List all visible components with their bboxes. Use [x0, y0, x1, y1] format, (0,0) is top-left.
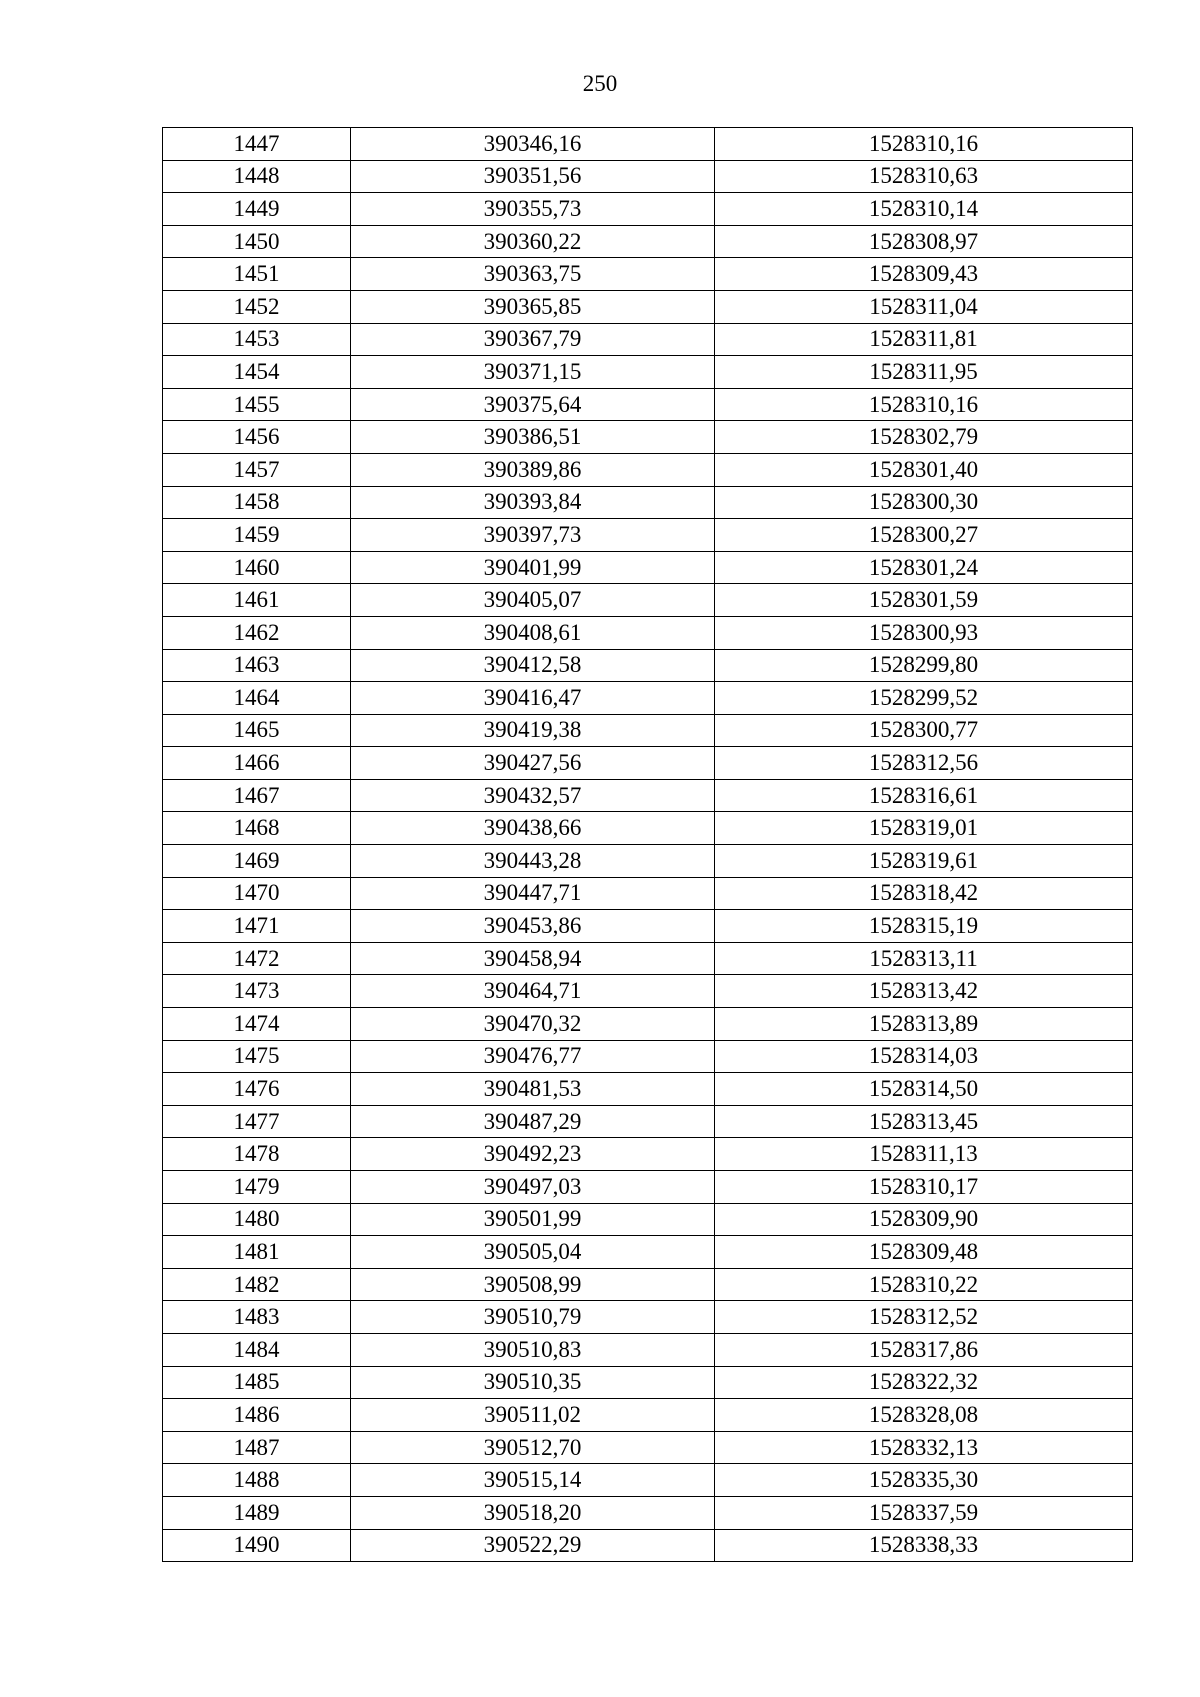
- y-coordinate-cell: 1528316,61: [715, 779, 1133, 812]
- x-coordinate-cell: 390375,64: [351, 388, 715, 421]
- x-coordinate-cell: 390443,28: [351, 845, 715, 878]
- table-row: [163, 779, 1133, 812]
- point-number-cell: 1447: [163, 128, 351, 161]
- y-coordinate-cell: 1528299,52: [715, 682, 1133, 715]
- y-coordinate-cell: 1528319,61: [715, 845, 1133, 878]
- table-row: [163, 1366, 1133, 1399]
- point-number-cell: 1457: [163, 453, 351, 486]
- table-row: [163, 845, 1133, 878]
- table-row: [163, 1008, 1133, 1041]
- point-number-cell: 1466: [163, 747, 351, 780]
- x-coordinate-cell: 390512,70: [351, 1431, 715, 1464]
- y-coordinate-cell: 1528315,19: [715, 910, 1133, 943]
- y-coordinate-cell: 1528310,14: [715, 193, 1133, 226]
- point-number-cell: 1454: [163, 356, 351, 389]
- y-coordinate-cell: 1528311,04: [715, 290, 1133, 323]
- table-row: [163, 682, 1133, 715]
- x-coordinate-cell: 390505,04: [351, 1236, 715, 1269]
- y-coordinate-cell: 1528318,42: [715, 877, 1133, 910]
- point-number-cell: 1482: [163, 1268, 351, 1301]
- x-coordinate-cell: 390371,15: [351, 356, 715, 389]
- point-number-cell: 1449: [163, 193, 351, 226]
- x-coordinate-cell: 390432,57: [351, 779, 715, 812]
- table-row: [163, 453, 1133, 486]
- point-number-cell: 1469: [163, 845, 351, 878]
- x-coordinate-cell: 390401,99: [351, 551, 715, 584]
- point-number-cell: 1476: [163, 1073, 351, 1106]
- x-coordinate-cell: 390438,66: [351, 812, 715, 845]
- y-coordinate-cell: 1528300,27: [715, 519, 1133, 552]
- point-number-cell: 1453: [163, 323, 351, 356]
- table-row: [163, 551, 1133, 584]
- x-coordinate-cell: 390497,03: [351, 1171, 715, 1204]
- table-row: [163, 323, 1133, 356]
- table-row: [163, 1333, 1133, 1366]
- y-coordinate-cell: 1528309,90: [715, 1203, 1133, 1236]
- y-coordinate-cell: 1528310,16: [715, 128, 1133, 161]
- table-row: [163, 649, 1133, 682]
- table-row: [163, 1203, 1133, 1236]
- point-number-cell: 1477: [163, 1105, 351, 1138]
- table-row: [163, 1138, 1133, 1171]
- table-row: [163, 290, 1133, 323]
- y-coordinate-cell: 1528310,17: [715, 1171, 1133, 1204]
- x-coordinate-cell: 390412,58: [351, 649, 715, 682]
- point-number-cell: 1468: [163, 812, 351, 845]
- x-coordinate-cell: 390518,20: [351, 1496, 715, 1529]
- x-coordinate-cell: 390405,07: [351, 584, 715, 617]
- point-number-cell: 1464: [163, 682, 351, 715]
- x-coordinate-cell: 390367,79: [351, 323, 715, 356]
- point-number-cell: 1479: [163, 1171, 351, 1204]
- point-number-cell: 1460: [163, 551, 351, 584]
- y-coordinate-cell: 1528313,11: [715, 942, 1133, 975]
- x-coordinate-cell: 390492,23: [351, 1138, 715, 1171]
- point-number-cell: 1458: [163, 486, 351, 519]
- x-coordinate-cell: 390363,75: [351, 258, 715, 291]
- y-coordinate-cell: 1528310,63: [715, 160, 1133, 193]
- y-coordinate-cell: 1528299,80: [715, 649, 1133, 682]
- y-coordinate-cell: 1528312,52: [715, 1301, 1133, 1334]
- point-number-cell: 1473: [163, 975, 351, 1008]
- point-number-cell: 1490: [163, 1529, 351, 1562]
- x-coordinate-cell: 390515,14: [351, 1464, 715, 1497]
- y-coordinate-cell: 1528337,59: [715, 1496, 1133, 1529]
- point-number-cell: 1452: [163, 290, 351, 323]
- x-coordinate-cell: 390408,61: [351, 616, 715, 649]
- table-row: [163, 193, 1133, 226]
- y-coordinate-cell: 1528310,16: [715, 388, 1133, 421]
- table-row: [163, 1171, 1133, 1204]
- x-coordinate-cell: 390416,47: [351, 682, 715, 715]
- x-coordinate-cell: 390453,86: [351, 910, 715, 943]
- y-coordinate-cell: 1528314,03: [715, 1040, 1133, 1073]
- point-number-cell: 1486: [163, 1399, 351, 1432]
- point-number-cell: 1483: [163, 1301, 351, 1334]
- point-number-cell: 1471: [163, 910, 351, 943]
- table-row: [163, 910, 1133, 943]
- table-row: [163, 519, 1133, 552]
- point-number-cell: 1478: [163, 1138, 351, 1171]
- y-coordinate-cell: 1528308,97: [715, 225, 1133, 258]
- table-row: [163, 1105, 1133, 1138]
- point-number-cell: 1462: [163, 616, 351, 649]
- y-coordinate-cell: 1528300,77: [715, 714, 1133, 747]
- y-coordinate-cell: 1528314,50: [715, 1073, 1133, 1106]
- point-number-cell: 1459: [163, 519, 351, 552]
- table-row: [163, 1301, 1133, 1334]
- table-row: [163, 356, 1133, 389]
- point-number-cell: 1488: [163, 1464, 351, 1497]
- y-coordinate-cell: 1528335,30: [715, 1464, 1133, 1497]
- y-coordinate-cell: 1528313,45: [715, 1105, 1133, 1138]
- table-row: [163, 747, 1133, 780]
- table-row: [163, 258, 1133, 291]
- y-coordinate-cell: 1528319,01: [715, 812, 1133, 845]
- x-coordinate-cell: 390464,71: [351, 975, 715, 1008]
- y-coordinate-cell: 1528301,40: [715, 453, 1133, 486]
- point-number-cell: 1487: [163, 1431, 351, 1464]
- y-coordinate-cell: 1528322,32: [715, 1366, 1133, 1399]
- table-row: [163, 877, 1133, 910]
- table-row: [163, 1496, 1133, 1529]
- x-coordinate-cell: 390360,22: [351, 225, 715, 258]
- coordinates-table: [162, 127, 1133, 1562]
- y-coordinate-cell: 1528309,48: [715, 1236, 1133, 1269]
- y-coordinate-cell: 1528302,79: [715, 421, 1133, 454]
- point-number-cell: 1485: [163, 1366, 351, 1399]
- y-coordinate-cell: 1528300,93: [715, 616, 1133, 649]
- table-row: [163, 616, 1133, 649]
- x-coordinate-cell: 390487,29: [351, 1105, 715, 1138]
- point-number-cell: 1451: [163, 258, 351, 291]
- table-row: [163, 388, 1133, 421]
- point-number-cell: 1461: [163, 584, 351, 617]
- point-number-cell: 1455: [163, 388, 351, 421]
- table-row: [163, 1431, 1133, 1464]
- x-coordinate-cell: 390458,94: [351, 942, 715, 975]
- point-number-cell: 1448: [163, 160, 351, 193]
- x-coordinate-cell: 390389,86: [351, 453, 715, 486]
- table-row: [163, 1040, 1133, 1073]
- x-coordinate-cell: 390508,99: [351, 1268, 715, 1301]
- point-number-cell: 1450: [163, 225, 351, 258]
- x-coordinate-cell: 390419,38: [351, 714, 715, 747]
- x-coordinate-cell: 390397,73: [351, 519, 715, 552]
- y-coordinate-cell: 1528328,08: [715, 1399, 1133, 1432]
- table-row: [163, 714, 1133, 747]
- x-coordinate-cell: 390393,84: [351, 486, 715, 519]
- x-coordinate-cell: 390511,02: [351, 1399, 715, 1432]
- y-coordinate-cell: 1528311,81: [715, 323, 1133, 356]
- y-coordinate-cell: 1528311,95: [715, 356, 1133, 389]
- x-coordinate-cell: 390476,77: [351, 1040, 715, 1073]
- table-row: [163, 975, 1133, 1008]
- point-number-cell: 1484: [163, 1333, 351, 1366]
- x-coordinate-cell: 390346,16: [351, 128, 715, 161]
- point-number-cell: 1456: [163, 421, 351, 454]
- table-row: [163, 1073, 1133, 1106]
- point-number-cell: 1481: [163, 1236, 351, 1269]
- x-coordinate-cell: 390351,56: [351, 160, 715, 193]
- table-row: [163, 225, 1133, 258]
- x-coordinate-cell: 390365,85: [351, 290, 715, 323]
- point-number-cell: 1474: [163, 1008, 351, 1041]
- y-coordinate-cell: 1528300,30: [715, 486, 1133, 519]
- table-row: [163, 812, 1133, 845]
- x-coordinate-cell: 390510,35: [351, 1366, 715, 1399]
- x-coordinate-cell: 390510,79: [351, 1301, 715, 1334]
- table-row: [163, 486, 1133, 519]
- x-coordinate-cell: 390427,56: [351, 747, 715, 780]
- x-coordinate-cell: 390510,83: [351, 1333, 715, 1366]
- point-number-cell: 1489: [163, 1496, 351, 1529]
- table-row: [163, 942, 1133, 975]
- y-coordinate-cell: 1528310,22: [715, 1268, 1133, 1301]
- x-coordinate-cell: 390447,71: [351, 877, 715, 910]
- table-row: [163, 421, 1133, 454]
- x-coordinate-cell: 390522,29: [351, 1529, 715, 1562]
- y-coordinate-cell: 1528313,42: [715, 975, 1133, 1008]
- y-coordinate-cell: 1528301,24: [715, 551, 1133, 584]
- table-row: [163, 584, 1133, 617]
- y-coordinate-cell: 1528309,43: [715, 258, 1133, 291]
- x-coordinate-cell: 390501,99: [351, 1203, 715, 1236]
- point-number-cell: 1467: [163, 779, 351, 812]
- x-coordinate-cell: 390481,53: [351, 1073, 715, 1106]
- table-row: [163, 1236, 1133, 1269]
- page-number: 250: [582, 71, 618, 96]
- table-row: [163, 160, 1133, 193]
- y-coordinate-cell: 1528312,56: [715, 747, 1133, 780]
- y-coordinate-cell: 1528313,89: [715, 1008, 1133, 1041]
- point-number-cell: 1465: [163, 714, 351, 747]
- point-number-cell: 1470: [163, 877, 351, 910]
- x-coordinate-cell: 390470,32: [351, 1008, 715, 1041]
- table-row: [163, 1268, 1133, 1301]
- table-row: [163, 128, 1133, 161]
- coordinates-table-body: [163, 128, 1133, 1562]
- point-number-cell: 1475: [163, 1040, 351, 1073]
- table-row: [163, 1399, 1133, 1432]
- y-coordinate-cell: 1528338,33: [715, 1529, 1133, 1562]
- point-number-cell: 1480: [163, 1203, 351, 1236]
- point-number-cell: 1472: [163, 942, 351, 975]
- x-coordinate-cell: 390355,73: [351, 193, 715, 226]
- x-coordinate-cell: 390386,51: [351, 421, 715, 454]
- y-coordinate-cell: 1528317,86: [715, 1333, 1133, 1366]
- y-coordinate-cell: 1528301,59: [715, 584, 1133, 617]
- table-row: [163, 1529, 1133, 1562]
- y-coordinate-cell: 1528332,13: [715, 1431, 1133, 1464]
- point-number-cell: 1463: [163, 649, 351, 682]
- y-coordinate-cell: 1528311,13: [715, 1138, 1133, 1171]
- table-row: [163, 1464, 1133, 1497]
